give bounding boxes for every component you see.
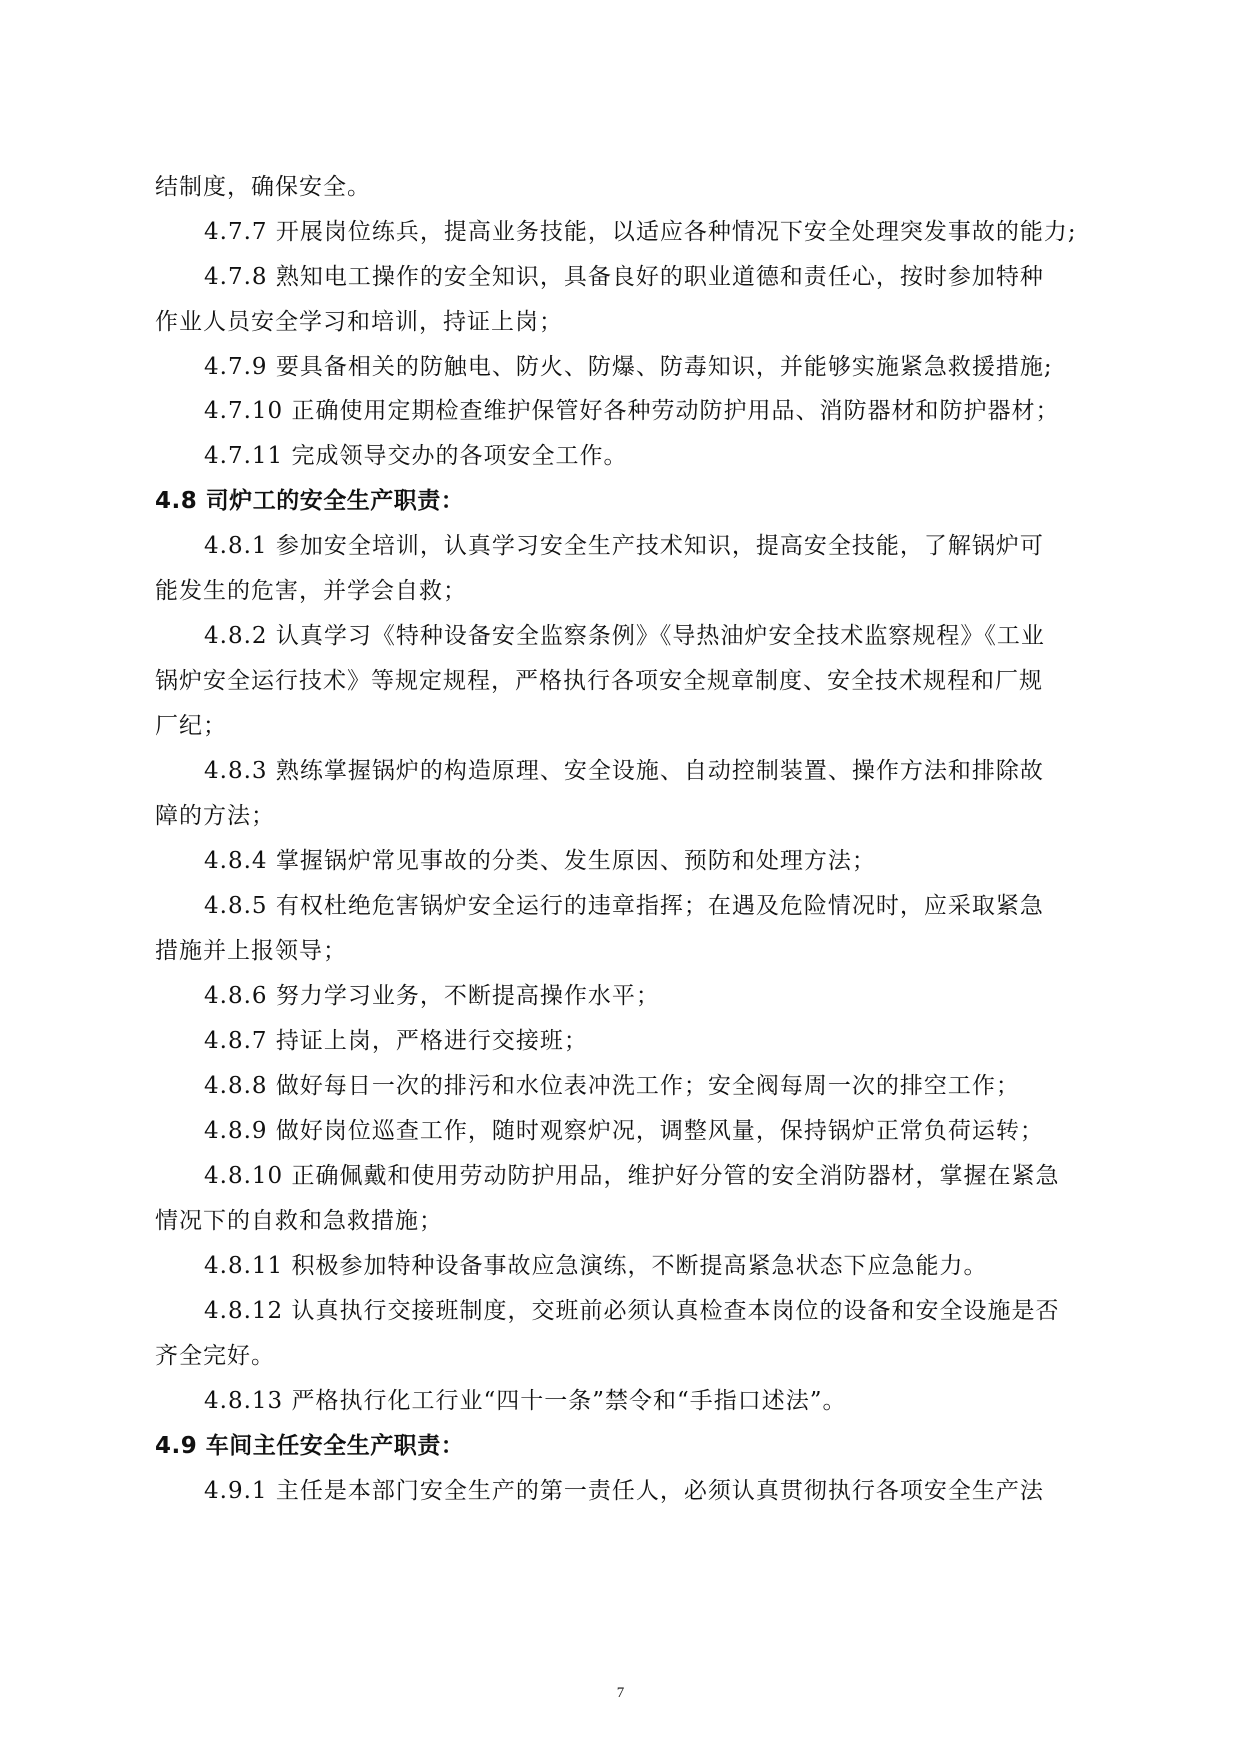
text-line: 4.8.12 认真执行交接班制度，交班前必须认真检查本岗位的设备和安全设施是否 bbox=[204, 1298, 1060, 1324]
text-line: 4.8.10 正确佩戴和使用劳动防护用品，维护好分管的安全消防器材，掌握在紧急 bbox=[204, 1163, 1060, 1189]
text-line: 4.8.6 努力学习业务，不断提高操作水平； bbox=[204, 983, 660, 1009]
section-heading: 4.8 司炉工的安全生产职责： bbox=[155, 488, 465, 514]
text-line: 4.7.11 完成领导交办的各项安全工作。 bbox=[204, 443, 628, 469]
text-line: 4.7.7 开展岗位练兵，提高业务技能，以适应各种情况下安全处理突发事故的能力; bbox=[204, 219, 1077, 245]
text-line: 4.8.8 做好每日一次的排污和水位表冲洗工作；安全阀每周一次的排空工作； bbox=[204, 1073, 1020, 1099]
text-line: 4.8.13 严格执行化工行业“四十一条”禁令和“手指口述法”。 bbox=[204, 1388, 847, 1414]
text-line: 情况下的自救和急救措施； bbox=[155, 1208, 443, 1234]
text-line: 4.8.4 掌握锅炉常见事故的分类、发生原因、预防和处理方法； bbox=[204, 848, 876, 874]
text-line: 4.9.1 主任是本部门安全生产的第一责任人，必须认真贯彻执行各项安全生产法 bbox=[204, 1478, 1044, 1504]
page-number: 7 bbox=[616, 1685, 625, 1701]
text-line: 厂纪； bbox=[155, 713, 227, 739]
text-line: 锅炉安全运行技术》等规定规程，严格执行各项安全规章制度、安全技术规程和厂规 bbox=[155, 668, 1043, 694]
text-line: 4.8.11 积极参加特种设备事故应急演练，不断提高紧急状态下应急能力。 bbox=[204, 1253, 988, 1279]
text-line: 4.7.9 要具备相关的防触电、防火、防爆、防毒知识，并能够实施紧急救援措施; bbox=[204, 354, 1053, 380]
text-line: 能发生的危害，并学会自救； bbox=[155, 578, 467, 604]
text-line: 4.7.10 正确使用定期检查维护保管好各种劳动防护用品、消防器材和防护器材； bbox=[204, 398, 1060, 424]
text-line: 结制度，确保安全。 bbox=[155, 174, 371, 200]
text-line: 4.8.3 熟练掌握锅炉的构造原理、安全设施、自动控制装置、操作方法和排除故 bbox=[204, 758, 1044, 784]
text-line: 齐全完好。 bbox=[155, 1343, 275, 1369]
text-line: 措施并上报领导； bbox=[155, 938, 347, 964]
text-line: 4.8.5 有权杜绝危害锅炉安全运行的违章指挥；在遇及危险情况时，应采取紧急 bbox=[204, 893, 1044, 919]
text-line: 作业人员安全学习和培训，持证上岗； bbox=[155, 309, 563, 335]
text-line: 4.8.9 做好岗位巡查工作，随时观察炉况，调整风量，保持锅炉正常负荷运转； bbox=[204, 1118, 1044, 1144]
section-heading: 4.9 车间主任安全生产职责： bbox=[155, 1433, 465, 1459]
text-line: 障的方法； bbox=[155, 803, 275, 829]
text-line: 4.7.8 熟知电工操作的安全知识，具备良好的职业道德和责任心，按时参加特种 bbox=[204, 264, 1044, 290]
text-line: 4.8.2 认真学习《特种设备安全监察条例》《导热油炉安全技术监察规程》《工业 bbox=[204, 623, 1045, 649]
text-line: 4.8.1 参加安全培训，认真学习安全生产技术知识，提高安全技能，了解锅炉可 bbox=[204, 533, 1044, 559]
text-line: 4.8.7 持证上岗，严格进行交接班； bbox=[204, 1028, 588, 1054]
